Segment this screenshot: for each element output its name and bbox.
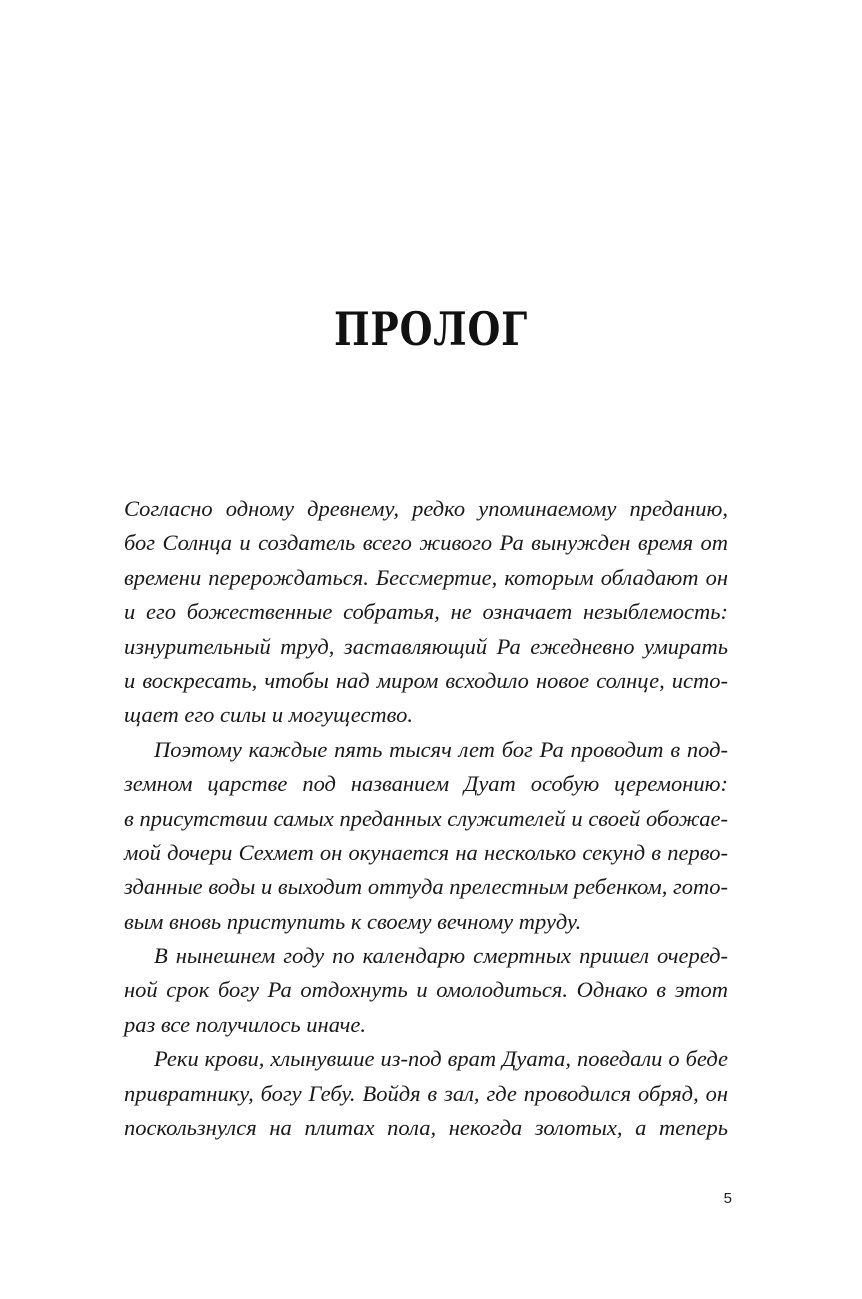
chapter-title: ПРОЛОГ [333,302,529,356]
text-line: и воскресать, чтобы над миром всходило новое солнце, исто- [124,667,728,693]
text-line: поскользнулся на плитах пола, некогда золотых, а теперь [124,1115,728,1141]
text-line: земном царстве под названием Дуат особую церемонию: [124,771,728,797]
text-line: раз все получилось иначе. [124,1011,366,1037]
text-line: мой дочери Сехмет он окунается на несколько секунд в перво- [124,839,728,865]
text-line: вым вновь приступить к своему вечному труду. [124,908,582,934]
text-line: щает его силы и могущество. [124,702,413,728]
text-line: В нынешнем году по календарю смертных пришел очеред- [154,943,728,969]
text-line: бог Солнца и создатель всего живого Ра вынужден время от [124,530,728,556]
text-line: зданные воды и выходит оттуда прелестным ребенком, гото- [124,874,728,900]
text-line: Поэтому каждые пять тысяч лет бог Ра проводит в под- [154,736,728,762]
text-line: ной срок богу Ра отдохнуть и омолодиться. Однако в этот [124,977,728,1003]
text-line: времени перерождаться. Бессмертие, которым обладают он [124,564,728,590]
body-text [124,492,728,1145]
text-line: Реки крови, хлынувшие из-под врат Дуата, поведали о беде [154,1046,728,1072]
text-line: привратнику, богу Гебу. Войдя в зал, где проводился обряд, он [124,1080,728,1106]
text-line: и его божественные собратья, не означает незыблемость: [124,599,728,625]
text-line: в присутствии самых преданных служителей и своей обожае- [124,805,728,831]
text-line: изнурительный труд, заставляющий Ра ежедневно умирать [124,633,728,659]
page-number: 5 [723,1190,732,1207]
text-line: Согласно одному древнему, редко упоминаемому преданию, [124,496,728,521]
